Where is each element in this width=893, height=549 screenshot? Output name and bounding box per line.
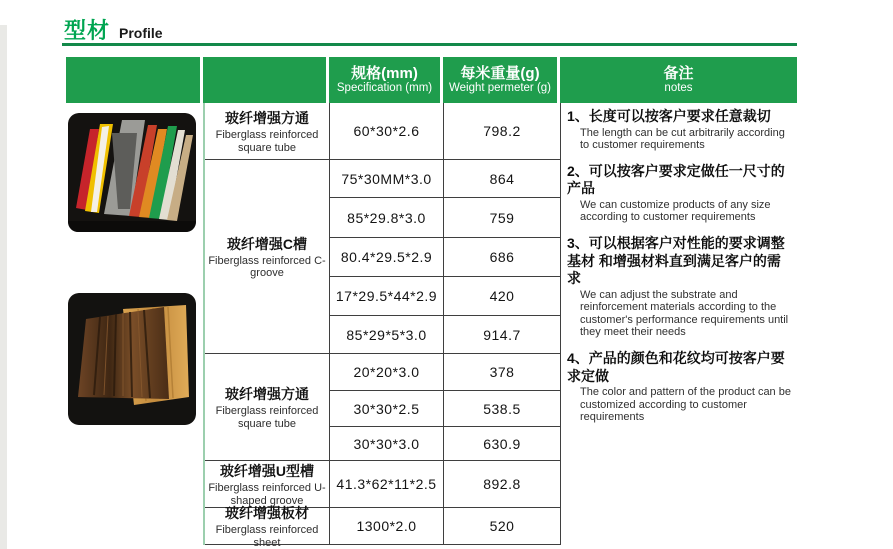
- product-name-square-tube-1: [205, 103, 329, 160]
- spec-cell: 80.4*29.5*2.9: [329, 238, 443, 277]
- notes-column: [560, 103, 797, 545]
- header-specification-en: Specification (mm): [336, 82, 433, 95]
- note-item-4: [567, 350, 793, 424]
- product-name-zh: 玻纤增强C槽: [226, 235, 308, 252]
- note-en: We can adjust the substrate and reinforcement materials according to the customer's performance requirements until they meet their needs: [580, 288, 789, 339]
- product-name-zh: 玻纤增强板材: [225, 505, 309, 522]
- weight-cell: 914.7: [443, 316, 560, 354]
- page-left-margin-strip: [0, 25, 7, 549]
- weight-cell: 759: [443, 198, 560, 238]
- weight-column: [443, 103, 560, 545]
- header-notes-en: notes: [664, 82, 693, 95]
- product-name-zh: 玻纤增强方通: [225, 386, 309, 403]
- note-en: We can customize products of any size according to customer requirements: [580, 198, 771, 224]
- profiles-photo: [68, 113, 196, 232]
- header-weight-en: Weight permeter (g): [448, 82, 552, 95]
- header-specification-zh: 规格(mm): [351, 64, 418, 82]
- weight-cell: 538.5: [443, 391, 560, 427]
- page-title: [64, 14, 163, 45]
- spec-cell: 60*30*2.6: [329, 103, 443, 160]
- weight-cell: 630.9: [443, 427, 560, 461]
- note-item-1: [567, 108, 793, 152]
- spec-cell: 17*29.5*44*2.9: [329, 277, 443, 316]
- note-item-3: [567, 235, 793, 339]
- page-title-zh: 型材: [64, 18, 111, 43]
- header-notes: [560, 57, 797, 103]
- note-zh: 2、可以按客户要求定做任一尺寸的产品: [567, 162, 785, 197]
- page-title-en: Profile: [119, 25, 163, 41]
- note-en: The length can be cut arbitrarily according to customer requirements: [580, 126, 785, 152]
- header-product-name-column: [203, 57, 329, 103]
- specification-column: [329, 103, 443, 545]
- product-name-en: Fiberglass reinforced square tube: [215, 405, 319, 430]
- spec-cell: 30*30*3.0: [329, 427, 443, 461]
- note-zh: 1、长度可以按客户要求任意裁切: [567, 108, 771, 124]
- spec-cell: 30*30*2.5: [329, 391, 443, 427]
- spec-cell: 85*29.8*3.0: [329, 198, 443, 238]
- product-name-zh: 玻纤增强U型槽: [219, 463, 315, 480]
- weight-cell: 892.8: [443, 461, 560, 508]
- header-notes-zh: 备注: [663, 64, 694, 82]
- weight-cell: 420: [443, 277, 560, 316]
- note-zh: 3、可以根据客户对性能的要求调整基材 和增强材料直到满足客户的需求: [567, 235, 785, 287]
- header-specification: [329, 57, 443, 103]
- note-zh: 4、产品的颜色和花纹均可按客户要求定做: [567, 350, 785, 384]
- weight-cell: 798.2: [443, 103, 560, 160]
- spec-cell: 75*30MM*3.0: [329, 160, 443, 198]
- wood-sheets-photo: [68, 293, 196, 425]
- spec-cell: 20*20*3.0: [329, 354, 443, 391]
- header-weight: [443, 57, 560, 103]
- title-underline: [62, 43, 797, 46]
- product-name-c-groove: [205, 160, 329, 354]
- note-item-2: [567, 163, 793, 224]
- table-header-row: [66, 57, 797, 103]
- product-name-en: Fiberglass reinforced sheet: [215, 524, 319, 549]
- note-en: The color and pattern of the product can be customized according to customer requirements: [580, 386, 791, 424]
- product-name-en: Fiberglass reinforced U-shaped groove: [208, 482, 326, 507]
- header-product-image-column: [66, 57, 203, 103]
- weight-cell: 520: [443, 508, 560, 545]
- spec-cell: 1300*2.0: [329, 508, 443, 545]
- weight-cell: 686: [443, 238, 560, 277]
- weight-cell: 378: [443, 354, 560, 391]
- weight-cell: 864: [443, 160, 560, 198]
- spec-cell: 85*29*5*3.0: [329, 316, 443, 354]
- product-name-zh: 玻纤增强方通: [225, 110, 309, 127]
- product-name-column: [203, 103, 329, 549]
- product-name-en: Fiberglass reinforced C-groove: [208, 254, 326, 279]
- product-name-square-tube-2: [205, 354, 329, 461]
- product-name-sheet: [205, 505, 329, 549]
- product-name-en: Fiberglass reinforced square tube: [215, 129, 319, 154]
- header-weight-zh: 每米重量(g): [460, 64, 540, 82]
- product-name-u-groove: [205, 461, 329, 508]
- spec-cell: 41.3*62*11*2.5: [329, 461, 443, 508]
